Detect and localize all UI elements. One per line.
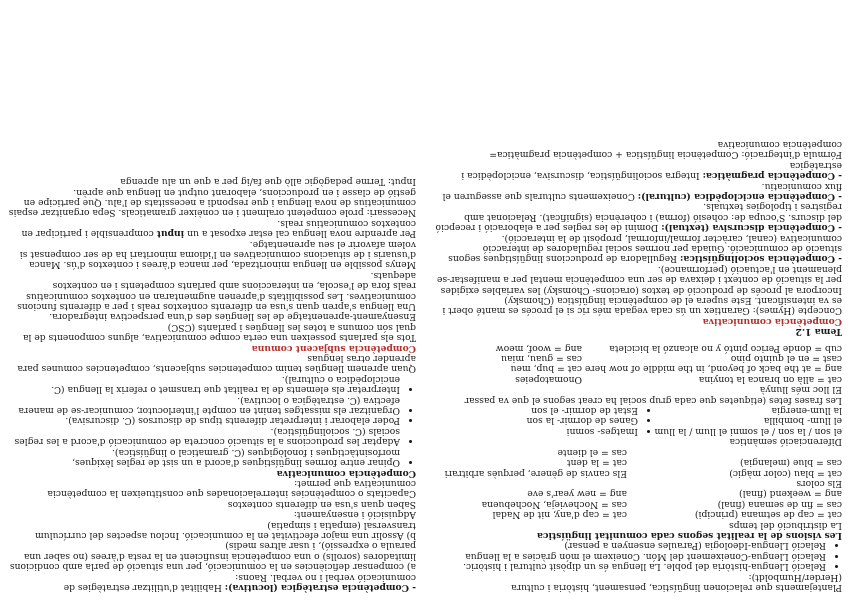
paragraph-saben: Saben quan s'usa en diferents contextos (227, 498, 416, 510)
paragraph-input-definicio: Input: Terme pedagògic allò que fa/ig per a que un alu aprenga (120, 176, 416, 188)
list-item: • Opinar entre formes lingüístiques d'acord a un sist de regles lèxiques, morfosintàctiques i fonològiques (C. gramatical o lingüística). (8, 446, 400, 467)
list-item: • Interpretar els elements de la realitat que transmet o referix la llengua (C. enciclopèdica o cultural). (8, 373, 400, 394)
paragraph-estrategica: - Competència estratègica (locutiva): Habilitat d'utilitzar estratègies de comunicació verbal i no verbal. Raons: (63, 571, 416, 593)
paragraph-discursiva: - Competència discursiva (textual): Domini de les regles per a elaboració i recepció del discurs. S'ocupa de: cohesió (forma) i coherència (significat). Relacionat amb registres i tipologies textuals. (435, 201, 842, 234)
dif-row: el llum- bombilla • Ganes de dormir- la son (434, 415, 842, 425)
time-row: ang = weekend (final) ang = new year's eve (527, 488, 842, 500)
lloc-row: cast = en el quinto pino cas = guau, miau (501, 353, 842, 365)
color-row: cas = el diente (557, 446, 627, 458)
paragraph-pragmatica: - Competència pragmàtica: Integra sociolingüística, discursiva, enciclopèdica i estratègica (461, 159, 842, 182)
label-colors: Els colors (796, 477, 842, 489)
paragraph-compensar: a) compensar deficiències en la comunicació, per una situació de parla amb condicions limitadores (sorolls) o una competència insuficient en la resta d'àrees (no saber una paraula o expressió), i usar altres medis) (9, 540, 416, 573)
bullet-list-relacions (434, 540, 842, 571)
dif-row: el son / la son / el somni el llum / la llum • Imatges- somni (434, 426, 842, 436)
list-item: • Adaptar les produccions a la situació concreta de comunicació d'acord a les regles socials (C. sociolingüística). (8, 426, 400, 447)
paragraph-quan-aprenem: Quan aprenem llengües tenim competencies subjacents, competencies comunes para aprender otras lenguas (17, 353, 416, 375)
time-row: cat = cap de setmana (principi) cat = cap d'any, nit de Nadal (492, 509, 842, 521)
heading-competencia-comunicativa: Competència comunicativa (702, 315, 842, 327)
paragraph-input-comprensible: Per aprendre nova llengua cal estar exposat a un input comprensible i participar en contextos comunicatius reals. (21, 217, 416, 240)
paragraph-tots: Tots els parlants posseixen una certa compe comunicativa, alguns components de la qual són comuns a totes les llengües i parlants (CSC) (22, 321, 416, 344)
time-row: cas = fin de semana (final) cas = Nochevieja, Nochebuena (481, 498, 842, 510)
paragraph-necessari: Necessari: prole competent oralment i en conèixer gramaticals. Sepa organitzar espais comunicatius de nova llengua i que respondi a necessitats de l'alu. Que participe en gestió de classe i en produccions, elaborant output en llengua que aprèn. (8, 186, 416, 219)
heading-subjacent: Competència subjacent comuna (251, 342, 416, 354)
paragraph-hymes: Concepte (Hymes): Garantiex un ús cada vegada més ric si el procés es manté obert i es va intensificant. Este supera el de competència lingüística (Chomsky) (442, 295, 842, 317)
bullet-list-cc (8, 373, 416, 467)
lloc-row: cub = donde Perico pintó y no alcanzó la bicicleta ang = woof, meow (495, 342, 842, 354)
paragraph-capacitats: Capacitats o competències interrelacionades que constitueixen la competència comunicativa que permet: (47, 477, 416, 500)
paragraph-formula: Fórmula d'integració: Competència lingüística + competència pragmàtica= competència comunicativa (489, 138, 842, 161)
paragraph-adquisicio: Adquisició i ensenyament: (293, 509, 416, 521)
list-item: • Relació Llengua-història del poble. La llengua és un dipòsit cultural i històric. (434, 561, 826, 571)
paragraph-assolir: b) Assolir una major efectivitat en la comunicació. Inclou aspectes del currículum transversal (empatia i simpatia) (35, 519, 416, 541)
right-column (8, 176, 416, 592)
left-column (434, 139, 842, 592)
color-row: cat = blau (color màgic) Els canvis de gènere, perquès arbitrari (444, 467, 842, 479)
list-item: • Relació Llengua-Coneixement del Món. Coneixem el món gràcies a la llengua (434, 550, 826, 560)
list-item: • Poder elaborar i interpretar diferents tipus de discursos (C. discursiva). (8, 415, 400, 425)
label-distribucio: La distribució del temps (728, 519, 842, 531)
paragraph-menys: Menys possible en llengua minoritzada, per manca d'àrees i contextos d'ús. Manca d'usuaris i de situacions comunicatives en l'idioma minoritari ha de ser compensat si volem afavorir el seu aprenentatge. (19, 238, 416, 271)
label-lloc-llunya: El lloc més llunyà (759, 384, 842, 396)
heading-visions: Les visions de la realitat segons cada comunitat lingüística (536, 529, 842, 541)
label-diferenciacio: Diferenciació semàntica (729, 436, 842, 448)
paragraph-enciclopedica: - Competència enciclopèdica (cultural): Coneixements culturals que asseguren el flux comunicatiu. (442, 180, 842, 202)
heading-cc: Competència comunicativa (276, 467, 416, 479)
list-item: • Organitzar els missatges tenint en compte l'interlocutor, comunicar-se de manera efectiva (C. estratègica o locutiva). (8, 394, 400, 415)
dif-row: la llum-energia • Estat de dormir- el son (434, 405, 842, 415)
lloc-row: cat = allà on branca la tonyina Onomatopeies (515, 373, 842, 385)
list-item: • Relació Llengua-Ideologia (Paraules ensenyen a pensar) (434, 540, 826, 550)
color-row: cas = blue (melangia) cat = la dent (566, 457, 842, 469)
paragraph-herder: Plantejaments que relacionen lingüística, pensament, història i cultura (Herder/Humboldt): (511, 571, 842, 593)
paragraph-ensenyament: Ensenyament-aprenentatge de les llengües des d'una perspectiva integradora. (49, 311, 416, 323)
heading-tema: Tema 1.2 (795, 326, 842, 338)
lloc-row: ang = at the back of beyond, in the middle of now here cat = bup, meu (510, 363, 842, 375)
paragraph-una-llengua: Una llengua s'apren quan s'usa en diferents contextos reals i per a diferents funcions comunicatives. Les possibilitats d'aprenen augmentaran en contextos comunicatius reals fora de l'escola, en interaccions amb parlants competents i en contextos adequats. (17, 269, 416, 313)
paragraph-incorpora: Incorpora al procés de producció de textos (oracions- Chomsky) les variables exigides per la situació de context i deixava de ser una competència mental per a manifestar-se plenament en l'actuació (performance). (436, 263, 842, 296)
paragraph-frases-fetes: Les frases fetes (etiquetes que cada grup social ha creat segons el que va passar (464, 394, 842, 406)
paragraph-sociolinguistica: - Competència sociolingüística: Regulladora de produccions lingüístiques segons situació de comunicació. Guiada per normes social reguladores de interacció comunicativa (canal, caràcter formal/informal, propòsit de la interacció). (448, 232, 842, 265)
